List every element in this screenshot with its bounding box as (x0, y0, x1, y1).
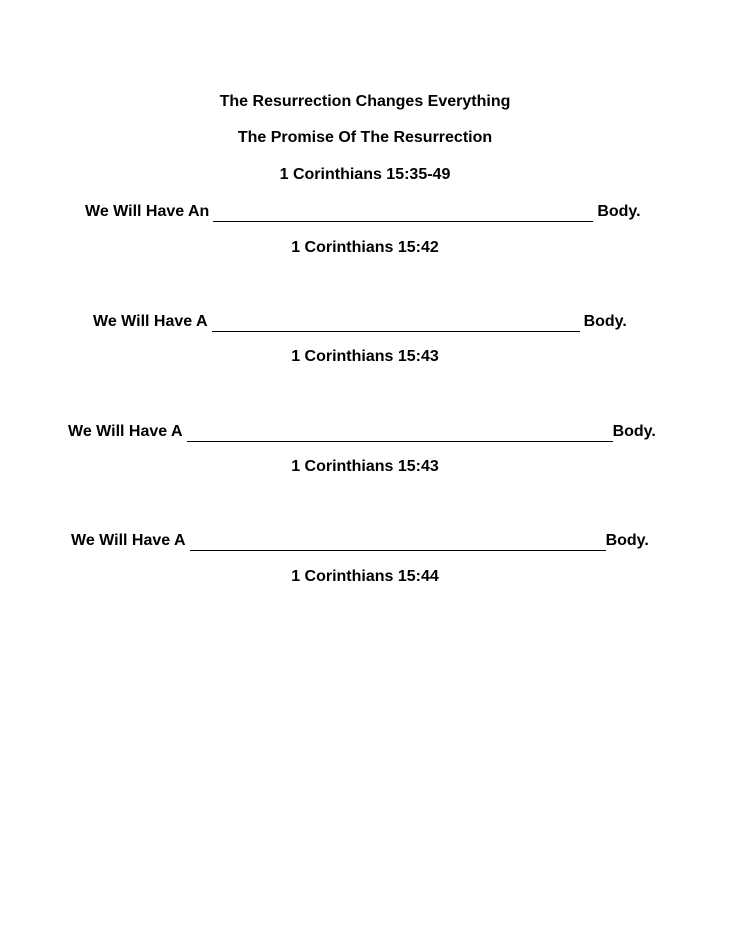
point-1-prefix: We Will Have An (85, 203, 210, 220)
point-4-blank[interactable] (190, 535, 606, 551)
point-4-suffix: Body. (605, 532, 649, 549)
point-2-prefix: We Will Have A (93, 313, 208, 330)
series-title: The Resurrection Changes Everything (219, 93, 511, 110)
point-4-reference: 1 Corinthians 15:44 (291, 568, 439, 585)
fill-in-point-4 (71, 531, 649, 551)
point-3-blank[interactable] (187, 426, 613, 442)
fill-in-point-2 (93, 312, 627, 332)
point-3-suffix: Body. (612, 423, 656, 440)
point-3-prefix: We Will Have A (68, 423, 183, 440)
point-3-reference: 1 Corinthians 15:43 (291, 458, 439, 475)
point-1-suffix: Body. (597, 203, 641, 220)
point-2-blank[interactable] (212, 316, 580, 332)
point-1-reference: 1 Corinthians 15:42 (291, 239, 439, 256)
point-4-prefix: We Will Have A (71, 532, 186, 549)
main-scripture-reference: 1 Corinthians 15:35-49 (279, 166, 451, 183)
point-2-suffix: Body. (583, 313, 627, 330)
fill-in-point-3 (68, 422, 656, 442)
point-2-reference: 1 Corinthians 15:43 (291, 348, 439, 365)
point-1-blank[interactable] (213, 206, 593, 222)
fill-in-point-1 (85, 202, 641, 222)
sermon-title: The Promise Of The Resurrection (237, 129, 493, 146)
